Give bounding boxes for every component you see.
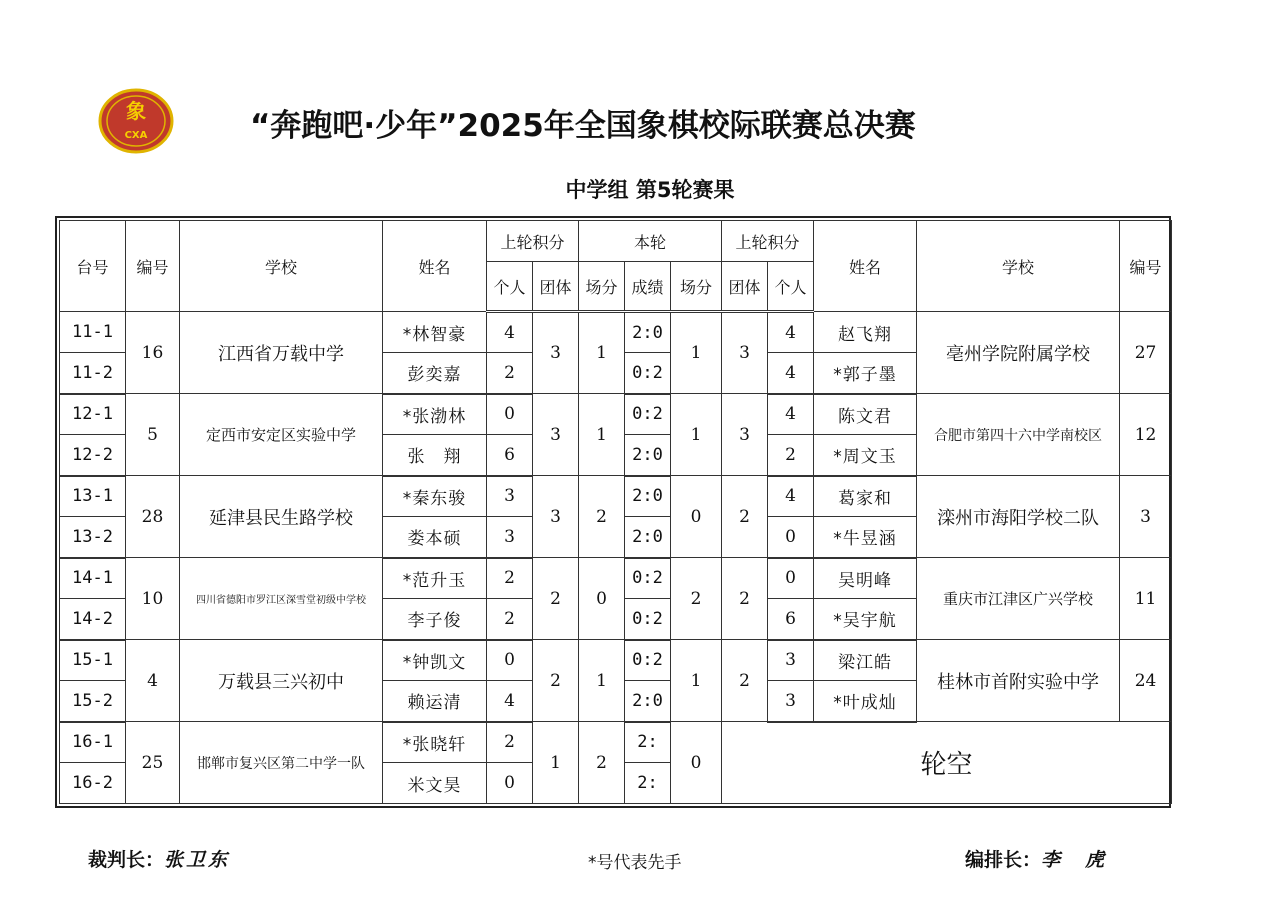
team-points-b: 2 — [722, 558, 768, 640]
table-no: 15-1 — [60, 640, 126, 681]
match-points-b: 1 — [671, 640, 722, 722]
table-row — [60, 722, 1172, 763]
table-no: 14-2 — [60, 599, 126, 640]
header-id-a: 编号 — [126, 221, 180, 312]
table-no: 15-2 — [60, 681, 126, 722]
table-no: 11-2 — [60, 353, 126, 394]
school-a: 延津县民生路学校 — [180, 476, 383, 558]
team-id-a: 16 — [126, 312, 180, 394]
match-points-a: 2 — [579, 476, 625, 558]
chief-referee-signature: 张卫东 — [164, 849, 231, 871]
player-b: 陈文君 — [814, 394, 917, 435]
school-a: 定西市安定区实验中学 — [180, 394, 383, 476]
table-row — [60, 476, 1172, 517]
team-points-a: 2 — [533, 640, 579, 722]
team-points-b: 2 — [722, 640, 768, 722]
header-school-a: 学校 — [180, 221, 383, 312]
header-individual-a: 个人 — [487, 262, 533, 312]
header-team-b: 团体 — [722, 262, 768, 312]
individual-a: 0 — [487, 394, 533, 435]
table-row — [60, 312, 1172, 353]
individual-b: 3 — [768, 640, 814, 681]
table-no: 16-2 — [60, 763, 126, 804]
match-points-a: 1 — [579, 394, 625, 476]
player-b: *郭子墨 — [814, 353, 917, 394]
header-this-round: 本轮 — [579, 221, 722, 262]
player-a: 米文昊 — [383, 763, 487, 804]
chief-referee-label: 裁判长： — [88, 849, 165, 871]
individual-a: 2 — [487, 722, 533, 763]
header-table-no: 台号 — [60, 221, 126, 312]
board-result: 2:0 — [625, 312, 671, 353]
team-points-a: 3 — [533, 476, 579, 558]
table-no: 11-1 — [60, 312, 126, 353]
header-name-a: 姓名 — [383, 221, 487, 312]
table-no: 12-2 — [60, 435, 126, 476]
table-no: 14-1 — [60, 558, 126, 599]
table-row — [60, 640, 1172, 681]
match-points-b: 0 — [671, 476, 722, 558]
player-a: *林智豪 — [383, 312, 487, 353]
match-points-a: 1 — [579, 640, 625, 722]
team-id-a: 5 — [126, 394, 180, 476]
team-id-b: 27 — [1120, 312, 1172, 394]
header-team-a: 团体 — [533, 262, 579, 312]
table-no: 12-1 — [60, 394, 126, 435]
individual-b: 4 — [768, 394, 814, 435]
chief-arranger-label: 编排长： — [965, 849, 1042, 871]
player-a: *范升玉 — [383, 558, 487, 599]
team-id-b: 24 — [1120, 640, 1172, 722]
individual-b: 4 — [768, 476, 814, 517]
header-match-a: 场分 — [579, 262, 625, 312]
team-points-b: 2 — [722, 476, 768, 558]
player-b: 赵飞翔 — [814, 312, 917, 353]
board-result: 0:2 — [625, 353, 671, 394]
page-title: “奔跑吧·少年”2025年全国象棋校际联赛总决赛 — [250, 108, 916, 144]
individual-a: 2 — [487, 558, 533, 599]
header-result: 成绩 — [625, 262, 671, 312]
team-id-b: 12 — [1120, 394, 1172, 476]
board-result: 0:2 — [625, 640, 671, 681]
match-points-b: 1 — [671, 394, 722, 476]
association-logo — [98, 88, 174, 154]
match-points-b: 1 — [671, 312, 722, 394]
school-a: 四川省德阳市罗江区深雪堂初级中学校 — [180, 558, 383, 640]
first-move-note: *号代表先手 — [588, 853, 682, 873]
individual-b: 3 — [768, 681, 814, 722]
team-id-a: 10 — [126, 558, 180, 640]
team-id-b: 11 — [1120, 558, 1172, 640]
chief-arranger — [965, 845, 1107, 872]
board-result: 2:0 — [625, 435, 671, 476]
chief-referee — [88, 845, 230, 872]
team-points-a: 3 — [533, 312, 579, 394]
board-result: 2: — [625, 763, 671, 804]
school-a: 万载县三兴初中 — [180, 640, 383, 722]
player-b: *牛昱涵 — [814, 517, 917, 558]
player-b: 吴明峰 — [814, 558, 917, 599]
player-a: 彭奕嘉 — [383, 353, 487, 394]
player-a: *秦东骏 — [383, 476, 487, 517]
results-table-frame — [55, 216, 1171, 808]
individual-a: 2 — [487, 353, 533, 394]
player-a: 张 翔 — [383, 435, 487, 476]
team-points-b: 3 — [722, 312, 768, 394]
team-id-b: 3 — [1120, 476, 1172, 558]
school-a: 邯郸市复兴区第二中学一队 — [180, 722, 383, 804]
table-no: 13-1 — [60, 476, 126, 517]
board-result: 2:0 — [625, 517, 671, 558]
header-prev-points-a: 上轮积分 — [487, 221, 579, 262]
player-b: 梁江皓 — [814, 640, 917, 681]
svg-text:CXA: CXA — [124, 130, 148, 141]
individual-a: 4 — [487, 312, 533, 353]
individual-b: 4 — [768, 312, 814, 353]
match-points-b: 0 — [671, 722, 722, 804]
player-b: 葛家和 — [814, 476, 917, 517]
header-name-b: 姓名 — [814, 221, 917, 312]
school-a: 江西省万载中学 — [180, 312, 383, 394]
team-points-a: 3 — [533, 394, 579, 476]
board-result: 0:2 — [625, 558, 671, 599]
player-a: 赖运清 — [383, 681, 487, 722]
school-b: 桂林市首附实验中学 — [917, 640, 1120, 722]
board-result: 2:0 — [625, 681, 671, 722]
individual-b: 2 — [768, 435, 814, 476]
board-result: 0:2 — [625, 394, 671, 435]
player-b: *周文玉 — [814, 435, 917, 476]
table-no: 13-2 — [60, 517, 126, 558]
board-result: 2:0 — [625, 476, 671, 517]
match-points-a: 1 — [579, 312, 625, 394]
individual-a: 2 — [487, 599, 533, 640]
school-b: 重庆市江津区广兴学校 — [917, 558, 1120, 640]
player-a: 娄本硕 — [383, 517, 487, 558]
header-school-b: 学校 — [917, 221, 1120, 312]
player-b: *吴宇航 — [814, 599, 917, 640]
page-subtitle: 中学组 第5轮赛果 — [565, 178, 735, 202]
player-a: *张渤林 — [383, 394, 487, 435]
table-row — [60, 394, 1172, 435]
team-id-a: 4 — [126, 640, 180, 722]
match-points-a: 0 — [579, 558, 625, 640]
individual-b: 0 — [768, 517, 814, 558]
individual-a: 0 — [487, 763, 533, 804]
header-prev-points-b: 上轮积分 — [722, 221, 814, 262]
team-points-a: 2 — [533, 558, 579, 640]
header-match-b: 场分 — [671, 262, 722, 312]
team-id-a: 28 — [126, 476, 180, 558]
svg-text:象: 象 — [126, 99, 146, 123]
match-points-a: 2 — [579, 722, 625, 804]
individual-a: 3 — [487, 517, 533, 558]
player-b: *叶成灿 — [814, 681, 917, 722]
individual-b: 4 — [768, 353, 814, 394]
player-a: *钟凯文 — [383, 640, 487, 681]
individual-a: 4 — [487, 681, 533, 722]
table-row — [60, 558, 1172, 599]
chief-arranger-signature: 李 虎 — [1041, 849, 1108, 871]
school-b: 滦州市海阳学校二队 — [917, 476, 1120, 558]
bye-label: 轮空 — [722, 722, 1172, 804]
team-points-b: 3 — [722, 394, 768, 476]
player-a: 李子俊 — [383, 599, 487, 640]
header-id-b: 编号 — [1120, 221, 1172, 312]
individual-a: 3 — [487, 476, 533, 517]
player-a: *张晓轩 — [383, 722, 487, 763]
school-b: 合肥市第四十六中学南校区 — [917, 394, 1120, 476]
individual-a: 6 — [487, 435, 533, 476]
individual-b: 6 — [768, 599, 814, 640]
match-points-b: 2 — [671, 558, 722, 640]
team-id-a: 25 — [126, 722, 180, 804]
individual-b: 0 — [768, 558, 814, 599]
header-individual-b: 个人 — [768, 262, 814, 312]
team-points-a: 1 — [533, 722, 579, 804]
results-table — [59, 220, 1172, 804]
board-result: 0:2 — [625, 599, 671, 640]
school-b: 亳州学院附属学校 — [917, 312, 1120, 394]
table-no: 16-1 — [60, 722, 126, 763]
board-result: 2: — [625, 722, 671, 763]
individual-a: 0 — [487, 640, 533, 681]
